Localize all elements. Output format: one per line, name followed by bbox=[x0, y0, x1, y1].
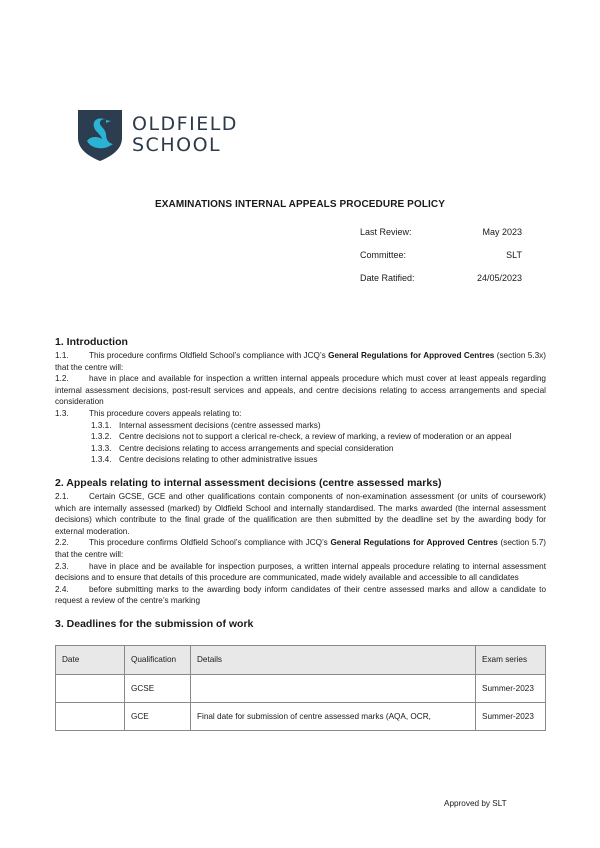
paragraph-number: 2.1. bbox=[55, 491, 69, 501]
list-text: Internal assessment decisions (centre assessed marks) bbox=[119, 420, 321, 430]
paragraph-text: This procedure covers appeals relating to: bbox=[89, 408, 242, 418]
paragraph-1-1 bbox=[55, 350, 546, 373]
meta-row-last-review bbox=[360, 227, 522, 250]
list-number: 1.3.3. bbox=[91, 443, 112, 453]
regulations-reference: General Regulations for Approved Centres bbox=[328, 351, 495, 360]
list-number: 1.3.4. bbox=[91, 455, 112, 465]
paragraph-text: have in place and available for inspection a written internal appeals procedure which must cover at least appeals regarding internal assessment decisions, post-result services and appeals, and centre decisions relating to access arrangements and special consideration bbox=[55, 374, 546, 407]
meta-row-committee bbox=[360, 250, 522, 273]
paragraph-text: (section 5.3x) that the centre will: bbox=[55, 351, 546, 372]
meta-label: Committee: bbox=[360, 250, 407, 260]
table-cell bbox=[191, 674, 476, 702]
paragraph-2-2 bbox=[55, 537, 546, 560]
meta-label: Last Review: bbox=[360, 227, 412, 237]
approval-footer: Approved by SLT bbox=[444, 799, 507, 808]
paragraph-number: 1.3. bbox=[55, 408, 69, 418]
header-qualification: Qualification bbox=[125, 645, 191, 674]
paragraph-text: This procedure confirms Oldfield School’s compliance with JCQ’s bbox=[89, 351, 329, 360]
swan-shield-icon bbox=[76, 108, 124, 162]
table-cell: Final date for submission of centre assessed marks (AQA, OCR, bbox=[191, 702, 476, 730]
header-exam-series: Exam series bbox=[476, 645, 546, 674]
review-details bbox=[360, 227, 522, 296]
section-2-heading: 2. Appeals relating to internal assessment decisions (centre assessed marks) bbox=[55, 476, 442, 489]
table-cell: GCE bbox=[125, 702, 191, 730]
table-cell bbox=[56, 674, 125, 702]
list-item bbox=[91, 443, 546, 455]
list-text: Centre decisions relating to other administrative issues bbox=[119, 455, 318, 465]
paragraph-number: 2.2. bbox=[55, 538, 69, 548]
list-text: Centre decisions not to support a clerical re-check, a review of marking, a review of moderation or an appeal bbox=[119, 432, 512, 442]
regulations-reference: General Regulations for Approved Centres bbox=[330, 538, 498, 548]
paragraph-number: 2.3. bbox=[55, 561, 69, 571]
list-number: 1.3.2. bbox=[91, 432, 112, 442]
paragraph-text: This procedure confirms Oldfield School’s compliance with JCQ’s bbox=[89, 538, 331, 548]
paragraph-1-3 bbox=[55, 408, 546, 420]
paragraph-text: before submitting marks to the awarding body inform candidates of their centre assessed marks and allow a candidate to request a review of the centre’s marking bbox=[55, 584, 546, 606]
document-body bbox=[55, 336, 546, 731]
paragraph-text: have in place and be available for inspection purposes, a written internal appeals procedure relating to internal assessment decisions and to ensure that details of this procedure are communicated, made widely available and accessible to all candidates bbox=[55, 561, 546, 583]
header-date: Date bbox=[56, 645, 125, 674]
meta-label: Date Ratified: bbox=[360, 273, 415, 283]
logo-line-1: OLDFIELD bbox=[132, 113, 238, 135]
list-item bbox=[91, 420, 546, 432]
meta-value: May 2023 bbox=[482, 227, 522, 237]
table-header-row bbox=[56, 645, 546, 674]
school-logo bbox=[76, 108, 238, 162]
paragraph-2-1 bbox=[55, 491, 546, 537]
logo-line-2: SCHOOL bbox=[132, 134, 222, 156]
meta-row-date-ratified bbox=[360, 273, 522, 296]
section-1-heading: 1. Introduction bbox=[55, 336, 128, 348]
paragraph-number: 1.1. bbox=[55, 351, 69, 360]
paragraph-2-3 bbox=[55, 561, 546, 584]
document-title: EXAMINATIONS INTERNAL APPEALS PROCEDURE POLICY bbox=[155, 199, 445, 210]
table-cell: GCSE bbox=[125, 674, 191, 702]
meta-value: SLT bbox=[506, 250, 522, 260]
paragraph-number: 2.4. bbox=[55, 584, 69, 594]
table-cell: Summer-2023 bbox=[476, 674, 546, 702]
table-row bbox=[56, 702, 546, 730]
deadlines-table bbox=[55, 645, 546, 731]
header-details: Details bbox=[191, 645, 476, 674]
list-number: 1.3.1. bbox=[91, 420, 112, 430]
paragraph-1-2 bbox=[55, 373, 546, 408]
list-item bbox=[91, 454, 546, 466]
paragraph-2-4 bbox=[55, 584, 546, 607]
list-text: Centre decisions relating to access arrangements and special consideration bbox=[119, 443, 394, 453]
table-cell: Summer-2023 bbox=[476, 702, 546, 730]
section-3-heading: 3. Deadlines for the submission of work bbox=[55, 617, 254, 630]
list-item bbox=[91, 431, 546, 443]
logo-wordmark bbox=[132, 114, 238, 156]
paragraph-text: Certain GCSE, GCE and other qualifications contain components of non-examination assessment (or units of coursework) which are internally assessed (marked) by Oldfield School and internally standardised. The marks awarded (the internal assessment decisions) which contribute to the final grade of the qualification are then submitted by the deadline set by the awarding body for external moderation. bbox=[55, 491, 546, 536]
table-row bbox=[56, 674, 546, 702]
paragraph-number: 1.2. bbox=[55, 374, 69, 384]
meta-value: 24/05/2023 bbox=[476, 273, 522, 283]
paragraph-text: (section 5.7) that the centre will: bbox=[55, 538, 546, 559]
table-cell bbox=[56, 702, 125, 730]
